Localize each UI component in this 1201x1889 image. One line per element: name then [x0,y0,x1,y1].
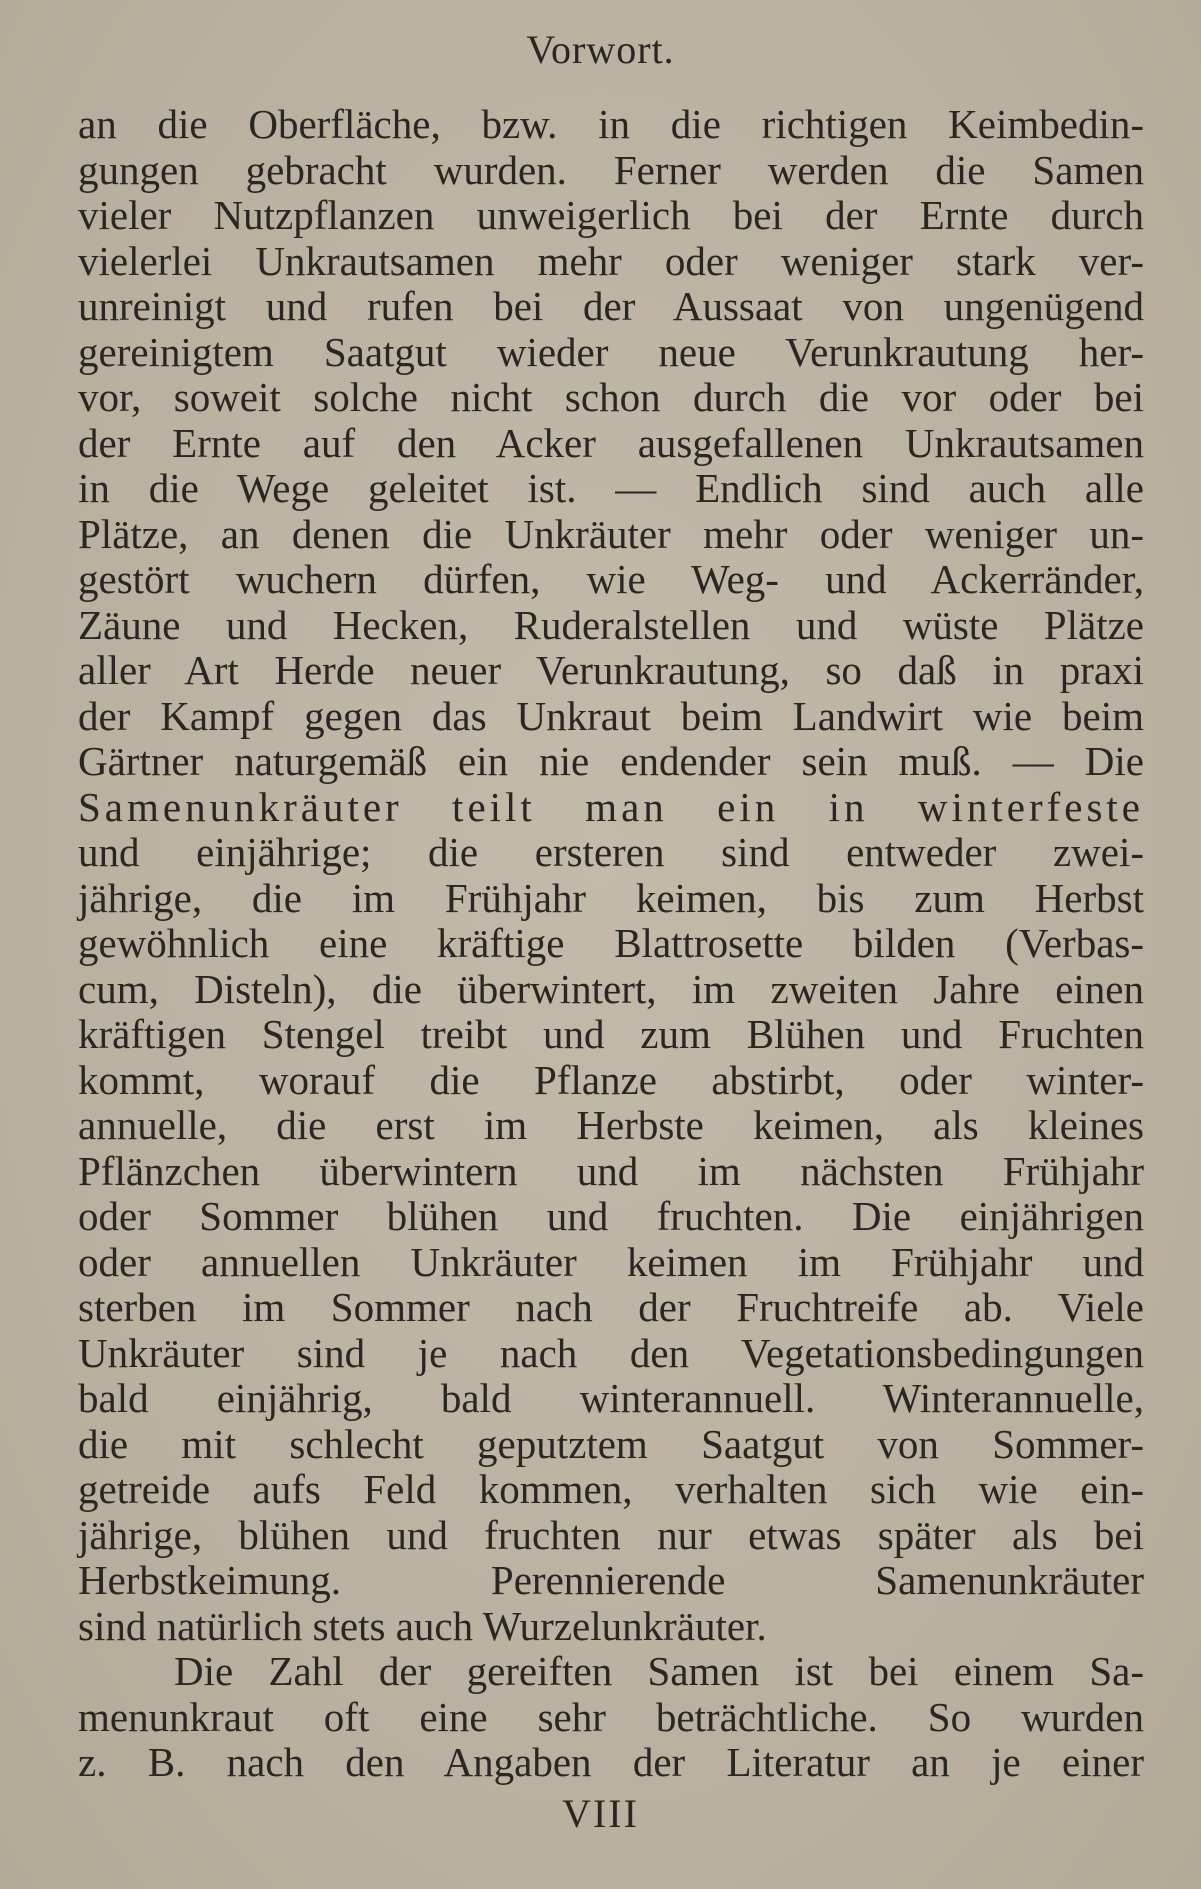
text-line: an die Oberfläche, bzw. in die richtigen Keimbedin- [78,101,1144,147]
text-line: aller Art Herde neuer Verunkrautung, so daß in praxi [78,647,1144,693]
paragraph-last-line: sind natürlich stets auch Wurzelunkräuter. [78,1602,767,1649]
text-line: der Kampf gegen das Unkraut beim Landwirt wie beim [78,692,1144,739]
text-line: der Ernte auf den Acker ausgefallenen Unkrautsamen [78,419,1144,466]
text-line: vielerlei Unkrautsamen mehr oder weniger stark ver- [78,237,1144,284]
text-line: jährige, blühen und fruchten nur etwas später als bei [78,1511,1144,1558]
text-line: oder Sommer blühen und fruchten. Die einjährigen [78,1193,1144,1239]
text-line: oder annuellen Unkräuter keimen im Frühjahr und [78,1238,1144,1285]
text-line: Plätze, an denen die Unkräuter mehr oder weniger un- [78,510,1144,557]
text-line: vieler Nutzpflanzen unweigerlich bei der Ernte durch [78,192,1144,238]
text-line: jährige, die im Frühjahr keimen, bis zum Herbst [78,874,1144,921]
text-line: Unkräuter sind je nach den Vegetationsbedingungen [78,1329,1144,1376]
text-line: Zäune und Hecken, Ruderalstellen und wüste Plätze [78,601,1144,648]
text-line: gungen gebracht wurden. Ferner werden die Samen [78,146,1144,193]
text-line: kommt, worauf die Pflanze abstirbt, oder winter- [78,1056,1144,1103]
text-line: in die Wege geleitet ist. — Endlich sind auch alle [78,465,1144,511]
text-line: Herbstkeimung. Perennierende Samenunkräuter [78,1557,1144,1603]
text-line: und einjährige; die ersteren sind entweder zwei- [78,829,1144,875]
text-line: bald einjährig, bald winterannuell. Winterannuelle, [78,1375,1144,1421]
text-line: Samenunkräuter teilt man ein in winterfeste [78,783,1144,830]
text-line: unreinigt und rufen bei der Aussaat von ungenügend [78,283,1144,329]
text-line: Pflänzchen überwintern und im nächsten Frühjahr [78,1147,1144,1194]
text-line: sterben im Sommer nach der Fruchtreife ab. Viele [78,1284,1144,1330]
text-line: vor, soweit solche nicht schon durch die vor oder bei [78,374,1144,420]
text-line: cum, Disteln), die überwintert, im zweiten Jahre einen [78,965,1144,1012]
page-number: VIII [562,1791,639,1836]
text-line: z. B. nach den Angaben der Literatur an je einer [78,1739,1144,1785]
text-line: kräftigen Stengel treibt und zum Blühen und Fruchten [78,1011,1144,1057]
text-line: Gärtner naturgemäß ein nie endender sein muß. — Die [78,738,1144,784]
text-line: die mit schlecht geputztem Saatgut von Sommer- [78,1420,1144,1467]
text-line: gestört wuchern dürfen, wie Weg- und Ackerränder, [78,556,1144,602]
running-head: Vorwort. [526,27,675,72]
text-line: gereinigtem Saatgut wieder neue Verunkrautung her- [78,328,1144,375]
text-line: getreide aufs Feld kommen, verhalten sich wie ein- [78,1466,1144,1512]
text-line: gewöhnlich eine kräftige Blattrosette bilden (Verbas- [78,920,1144,966]
text-line: menunkraut oft eine sehr beträchtliche. So wurden [78,1693,1144,1740]
body-text [78,102,1144,1786]
text-line: annuelle, die erst im Herbste keimen, als kleines [78,1102,1144,1148]
paragraph-first-line: Die Zahl der gereiften Samen ist bei einem Sa- [174,1648,1144,1694]
